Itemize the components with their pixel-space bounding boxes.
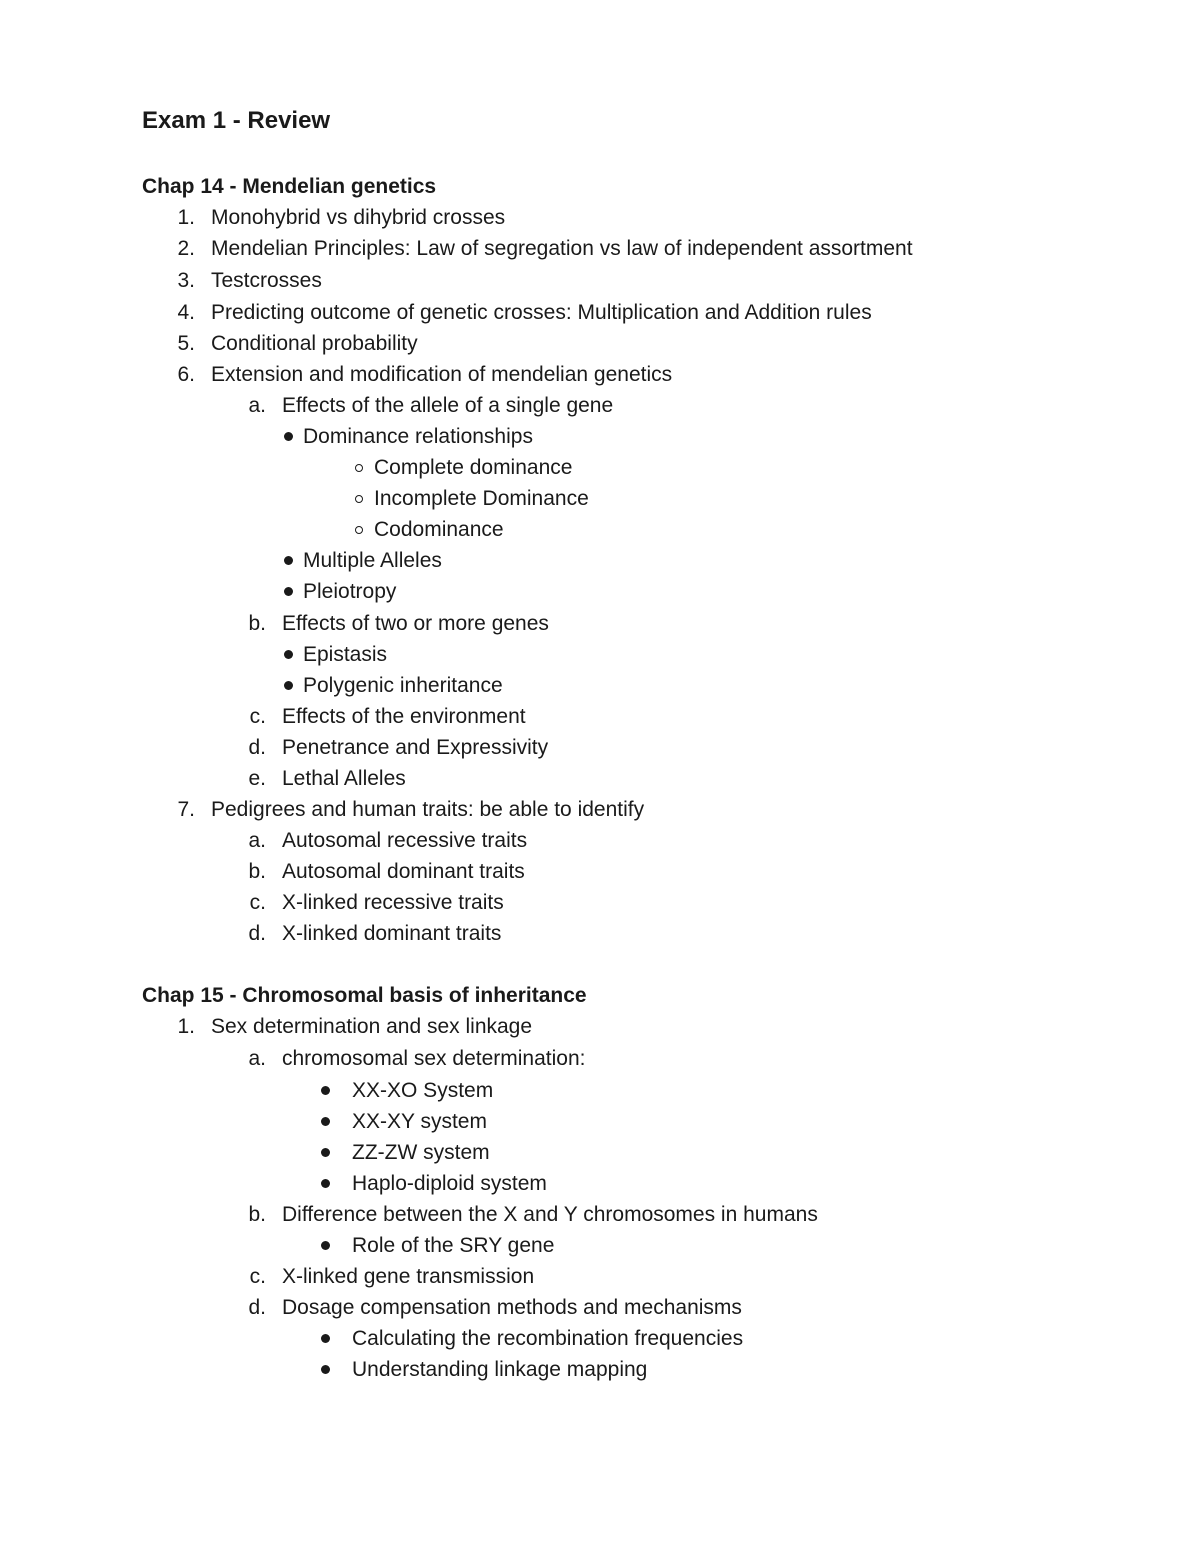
list-item: Dosage compensation methods and mechanisms [282, 1296, 742, 1319]
list-item: Multiple Alleles [303, 549, 442, 572]
bullet-icon [321, 1179, 330, 1188]
list-marker: a. [248, 1047, 266, 1070]
list-item: Epistasis [303, 643, 388, 666]
list-item: Lethal Alleles [282, 767, 406, 790]
list-item: Predicting outcome of genetic crosses: Multiplication and Addition rules [211, 301, 872, 324]
list-marker: b. [248, 860, 266, 883]
bullet-icon [284, 587, 293, 596]
list-item: Role of the SRY gene [352, 1234, 555, 1257]
list-marker: d. [248, 1296, 266, 1319]
list-item: Effects of two or more genes [282, 612, 549, 635]
bullet-icon [284, 432, 293, 441]
list-item: Calculating the recombination frequencies [352, 1327, 744, 1350]
list-item: Monohybrid vs dihybrid crosses [211, 206, 506, 229]
section-heading-chap15: Chap 15 - Chromosomal basis of inheritance [142, 984, 587, 1007]
list-item: Mendelian Principles: Law of segregation vs law of independent assortment [211, 237, 913, 260]
bullet-icon [284, 650, 293, 659]
list-marker: 6. [177, 363, 195, 386]
bullet-icon [321, 1241, 330, 1250]
list-item: Dominance relationships [303, 425, 533, 448]
list-marker: 2. [177, 237, 195, 260]
list-item: Polygenic inheritance [303, 674, 503, 697]
list-marker: e. [248, 767, 266, 790]
list-marker: c. [249, 1265, 266, 1288]
list-marker: 3. [177, 269, 195, 292]
page-title: Exam 1 - Review [142, 107, 331, 134]
list-item: Difference between the X and Y chromosomes in humans [282, 1203, 818, 1226]
list-marker: a. [248, 394, 266, 417]
list-item: X-linked recessive traits [282, 891, 504, 914]
list-item: Extension and modification of mendelian genetics [211, 363, 673, 386]
list-marker: 1. [177, 206, 195, 229]
section-heading-chap14: Chap 14 - Mendelian genetics [142, 175, 437, 198]
list-marker: c. [249, 705, 266, 728]
list-item: X-linked gene transmission [282, 1265, 535, 1288]
list-item: Pedigrees and human traits: be able to identify [211, 798, 645, 821]
list-item: Conditional probability [211, 332, 418, 355]
bullet-icon [321, 1117, 330, 1126]
bullet-icon [321, 1365, 330, 1374]
list-marker: 7. [177, 798, 195, 821]
list-item: Testcrosses [211, 269, 322, 292]
list-item: Effects of the environment [282, 705, 526, 728]
list-item: X-linked dominant traits [282, 922, 502, 945]
list-item: ZZ-ZW system [352, 1141, 490, 1164]
list-item: Pleiotropy [303, 580, 397, 603]
bullet-icon [321, 1086, 330, 1095]
list-item: XX-XO System [352, 1079, 494, 1102]
list-item: Autosomal recessive traits [282, 829, 528, 852]
list-item: Autosomal dominant traits [282, 860, 525, 883]
list-item: Penetrance and Expressivity [282, 736, 549, 759]
bullet-icon [321, 1148, 330, 1157]
list-item: Sex determination and sex linkage [211, 1015, 533, 1038]
hollow-bullet-icon [355, 526, 363, 534]
list-item: XX-XY system [352, 1110, 487, 1133]
bullet-icon [284, 556, 293, 565]
list-marker: 1. [177, 1015, 195, 1038]
list-marker: b. [248, 1203, 266, 1226]
list-item: chromosomal sex determination: [282, 1047, 586, 1070]
list-marker: d. [248, 922, 266, 945]
list-item: Complete dominance [374, 456, 573, 479]
list-marker: 4. [177, 301, 195, 324]
hollow-bullet-icon [355, 464, 363, 472]
list-marker: a. [248, 829, 266, 852]
hollow-bullet-icon [355, 495, 363, 503]
list-item: Haplo-diploid system [352, 1172, 547, 1195]
bullet-icon [321, 1334, 330, 1343]
list-item: Codominance [374, 518, 504, 541]
list-marker: 5. [177, 332, 195, 355]
list-item: Incomplete Dominance [374, 487, 589, 510]
list-marker: c. [249, 891, 266, 914]
list-item: Understanding linkage mapping [352, 1358, 648, 1381]
list-marker: d. [248, 736, 266, 759]
list-marker: b. [248, 612, 266, 635]
list-item: Effects of the allele of a single gene [282, 394, 614, 417]
bullet-icon [284, 681, 293, 690]
